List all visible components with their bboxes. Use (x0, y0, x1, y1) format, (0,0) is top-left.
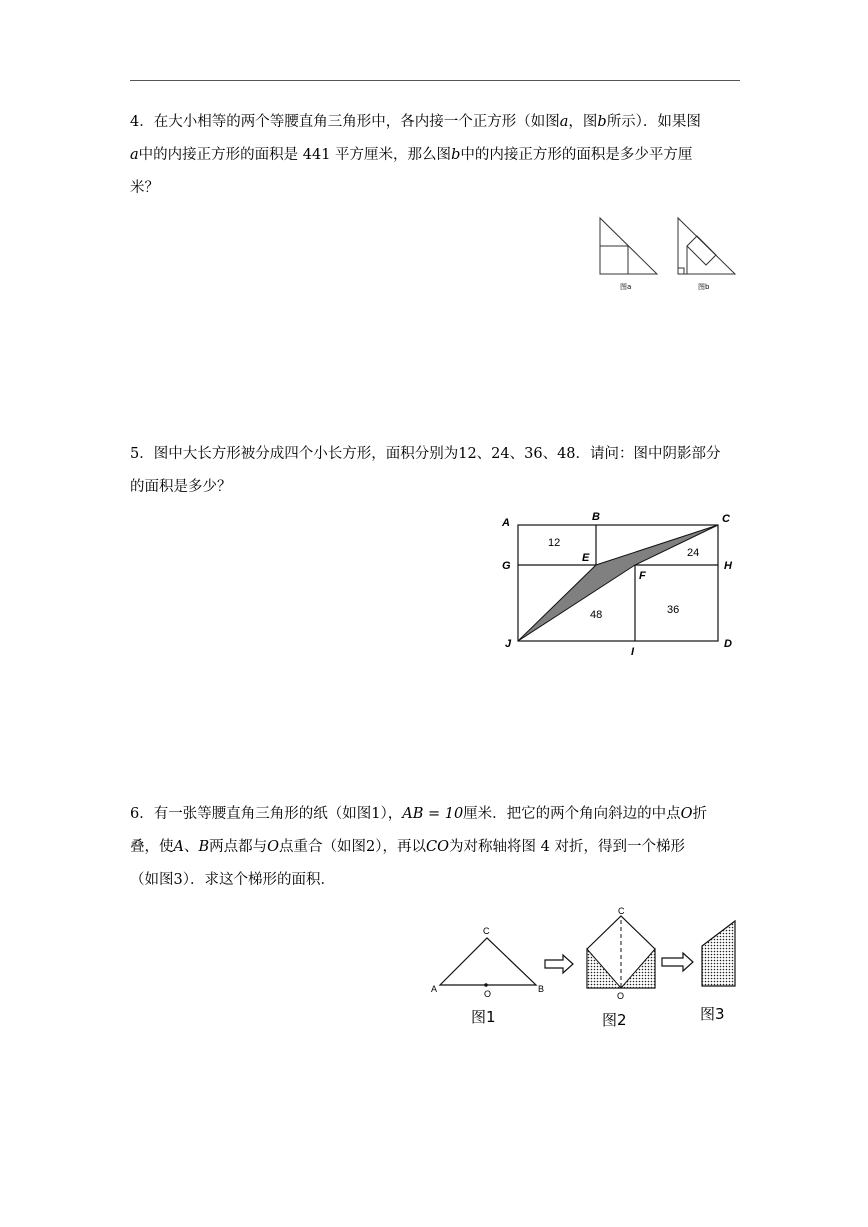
caption-figure-2: 图2 (602, 1011, 627, 1029)
header-rule (130, 80, 740, 81)
label-H: H (724, 560, 732, 572)
label-C-fig2: C (618, 906, 625, 916)
label-A-fig1: A (431, 984, 438, 994)
caption-figure-a: 图a (620, 283, 632, 291)
problem-5-line-2: 的面积是多少？ (130, 479, 232, 495)
problem-4 (130, 106, 740, 205)
caption-figure-b: 图b (698, 283, 710, 291)
problem-5 (130, 438, 740, 504)
problem-5-figure (498, 508, 743, 658)
caption-figure-3: 图3 (700, 1005, 725, 1023)
area-12: 12 (548, 537, 561, 549)
area-24: 24 (687, 547, 700, 559)
inscribed-square-a (600, 246, 628, 274)
label-D: D (724, 638, 732, 650)
problem-4-line-2: a中的内接正方形的面积是 441 平方厘米，那么图b中的内接正方形的面积是多少平方厘 (130, 147, 693, 163)
midpoint-o (484, 983, 488, 987)
label-G: G (502, 560, 511, 572)
label-C: C (722, 513, 730, 525)
shaded-flap-right (621, 949, 655, 988)
figure-2 (587, 906, 655, 1001)
shaded-flap-left (587, 949, 621, 988)
label-J: J (505, 638, 512, 650)
problem-4-figure (598, 216, 738, 296)
problem-6-line-3: （如图3）．求这个梯形的面积． (130, 872, 335, 888)
figure-1 (431, 926, 544, 999)
problem-6 (130, 798, 740, 897)
label-O-fig2: O (617, 991, 625, 1001)
problem-4-line-3: 米？ (130, 180, 159, 196)
figure-a (600, 218, 657, 274)
trapezoid (702, 921, 735, 986)
label-F: F (639, 570, 646, 582)
label-B: B (592, 511, 600, 523)
label-I: I (631, 646, 635, 658)
label-A: A (502, 517, 510, 529)
area-48: 48 (590, 609, 603, 621)
right-angle-mark (678, 268, 684, 274)
label-O-fig1: O (484, 989, 492, 999)
inscribed-square-b (687, 236, 716, 265)
label-B-fig1: B (538, 984, 545, 994)
problem-4-line-1: 4．在大小相等的两个等腰直角三角形中，各内接一个正方形（如图a，图b所示）．如果图 (130, 114, 701, 130)
caption-figure-1: 图1 (471, 1008, 496, 1026)
problem-6-line-1: 6．有一张等腰直角三角形的纸（如图1），AB = 10厘米．把它的两个角向斜边的中点O折 (130, 806, 708, 822)
label-C-fig1: C (483, 926, 490, 936)
triangle-abc (440, 938, 536, 985)
label-E: E (582, 552, 590, 564)
arrow-right-icon (662, 953, 693, 971)
problem-5-line-1: 5．图中大长方形被分成四个小长方形，面积分别为12、24、36、48．请问：图中阴影部分 (130, 446, 721, 462)
arrow-right-icon (545, 955, 573, 973)
problem-6-figure (428, 908, 748, 1033)
area-36: 36 (667, 604, 680, 616)
problem-6-line-2: 叠，使A、B两点都与O点重合（如图2），再以CO为对称轴将图 4 对折，得到一个梯形 (130, 839, 685, 855)
figure-b (678, 218, 735, 274)
